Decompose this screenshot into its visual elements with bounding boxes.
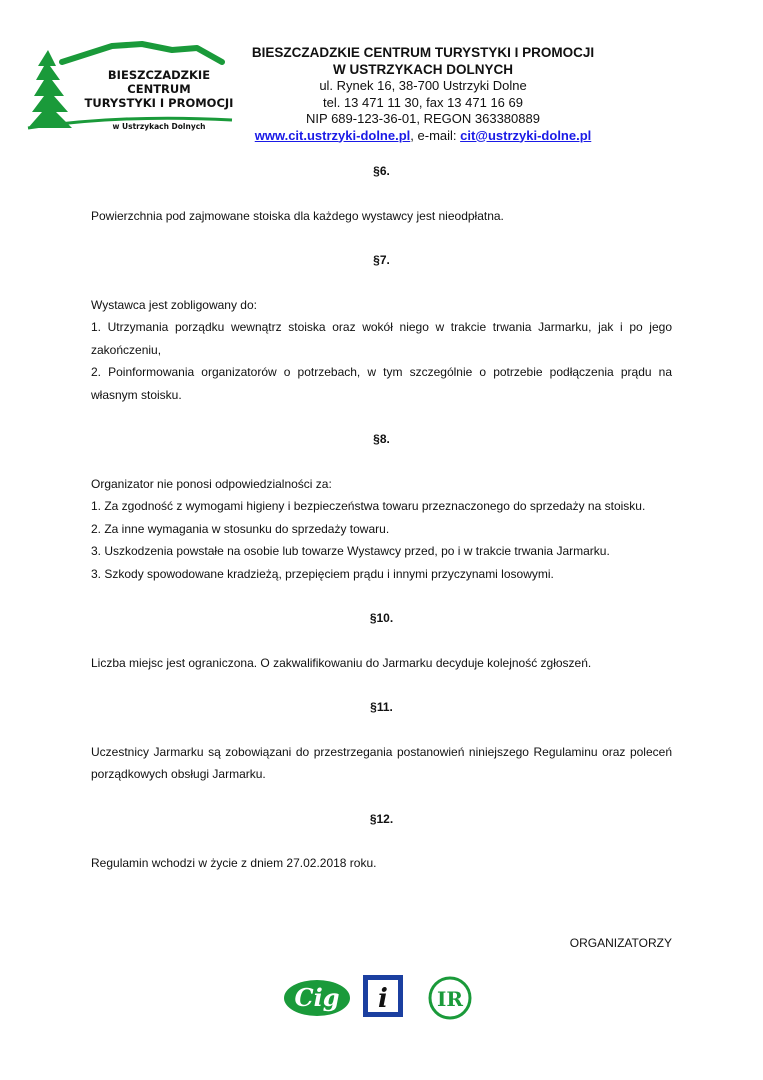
- address: ul. Rynek 16, 38-700 Ustrzyki Dolne: [319, 78, 527, 93]
- section-8-item-4: 3. Szkody spowodowane kradzieżą, przepięciem prądu i innymi przyczynami losowymi.: [91, 566, 554, 581]
- org-name-line-1: BIESZCZADZKIE CENTRUM TURYSTYKI I PROMOCJI: [251, 45, 595, 60]
- logo-line-2: CENTRUM: [127, 82, 191, 96]
- bctip-logo: [22, 40, 234, 136]
- email-link[interactable]: cit@ustrzyki-dolne.pl: [460, 127, 592, 143]
- info-logo-icon: [362, 974, 404, 1018]
- phone: tel. 13 471 11 30, fax 13 471 16 69: [323, 94, 523, 110]
- letterhead: [228, 45, 618, 144]
- section-8-item-2: 2. Za inne wymagania w stosunku do sprzedaży towaru.: [91, 521, 390, 536]
- tax-ids: NIP 689-123-36-01, REGON 363380889: [306, 111, 540, 126]
- logo-subtitle: w Ustrzykach Dolnych: [112, 122, 206, 131]
- section-7-item-1: 1. Utrzymania porządku wewnątrz stoiska oraz wokół niego w trakcie trwania Jarmarku, jak i po jego zakończeniu,: [91, 320, 672, 357]
- contact-links: [228, 128, 618, 145]
- section-12-text: Regulamin wchodzi w życie z dniem 27.02.2018 roku.: [91, 856, 377, 870]
- section-7-item-2: 2. Poinformowania organizatorów o potrzebach, w tym szczególnie o potrzebie podłączenia prądu na własnym stoisku.: [91, 365, 672, 402]
- section-6-text: Powierzchnia pod zajmowane stoiska dla każdego wystawcy jest nieodpłatna.: [91, 208, 504, 223]
- section-11-text: Uczestnicy Jarmarku są zobowiązani do przestrzegania postanowień niniejszego Regulaminu oraz poleceń porządkowych obsługi Jarmarku.: [91, 744, 672, 781]
- section-7-intro: Wystawca jest zobligowany do:: [91, 297, 257, 312]
- email-label: , e-mail:: [410, 127, 461, 143]
- section-title-12: §12.: [369, 811, 394, 826]
- ir-logo-text: IR: [437, 987, 463, 1011]
- regulation-body: [91, 160, 672, 875]
- section-8-item-1: 1. Za zgodność z wymogami higieny i bezpieczeństwa towaru przeznaczonego do sprzedaży na stoisku.: [91, 499, 646, 513]
- section-title-6: §6.: [373, 164, 390, 178]
- section-title-7: §7.: [373, 253, 390, 267]
- section-title-11: §11.: [370, 700, 393, 714]
- logo-line-3: TURYSTYKI I PROMOCJI: [84, 96, 234, 110]
- section-8-item-3: 3. Uszkodzenia powstałe na osobie lub towarze Wystawcy przed, po i w trakcie trwania Jarmarku.: [91, 544, 610, 558]
- cig-logo-icon: [282, 972, 352, 1020]
- section-10-text: Liczba miejsc jest ograniczona. O zakwalifikowaniu do Jarmarku decyduje kolejność zgłoszeń.: [91, 655, 592, 670]
- logo-text: [84, 68, 234, 110]
- section-8-intro: Organizator nie ponosi odpowiedzialności za:: [91, 476, 332, 491]
- signature-organizers: ORGANIZATORZY: [569, 936, 672, 950]
- website-link[interactable]: www.cit.ustrzyki-dolne.pl: [254, 127, 411, 143]
- section-title-8: §8.: [373, 432, 390, 446]
- cig-logo-text: Cig: [294, 983, 340, 1012]
- info-logo-text: i: [378, 984, 388, 1014]
- ir-logo-icon: [428, 976, 472, 1020]
- section-title-10: §10.: [369, 611, 394, 625]
- org-name-line-2: W USTRZYKACH DOLNYCH: [333, 61, 513, 77]
- logo-line-1: BIESZCZADZKIE: [107, 68, 211, 82]
